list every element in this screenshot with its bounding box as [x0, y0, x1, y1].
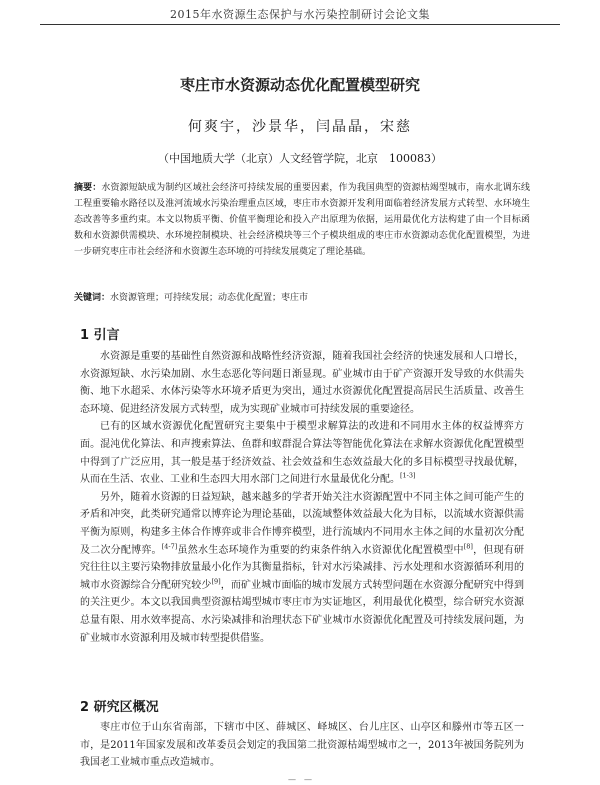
paragraph-text: 已有的区域水资源优化配置研究主要集中于模型求解算法的改进和不同用水主体的权益博弈方面。混沌优化算法、和声搜索算法、鱼群和蚁群混合算法等智能优化算法在求解水资源优化配置模型中得到了广泛应用，其一般是基于经济效益、社会效益和生态效益最大化的多目标模型寻找最优解，从而在生活、农业、工业和生态四大用水部门之间进行水量最优化分配。 [80, 421, 524, 486]
section-body-introduction [80, 348, 524, 647]
paragraph-text: 另外，随着水资源的日益短缺，越来越多的学者开始关注水资源配置中不同主体之间可能产生的矛盾和冲突，此类研究通常以博弈论为理论基础，以流域整体效益最大化为目标，以流域水资源供需平衡为原则，构建多主体合作博弈或非合作博弈模型，进行流域内不同用水主体之间的水量初次分配及二次分配博弈。 [80, 491, 524, 556]
citation: [1-3] [400, 471, 416, 480]
citation: [8] [463, 542, 473, 551]
paragraph [80, 418, 524, 488]
abstract [74, 180, 530, 260]
page-number: — — [288, 775, 312, 784]
section-body-study-area [80, 719, 524, 772]
section-heading-introduction: 1 引言 [80, 328, 120, 343]
running-header: 2015年水资源生态保护与水污染控制研讨会论文集 [170, 8, 430, 21]
paragraph-text: ，但现有研究往往以主要污染物排放量最小化作为其衡量指标，针对水污染减排、污水处理和水资源循环利用的城市水资源综合分配研究较少 [80, 544, 525, 591]
keywords-text: 水资源管理；可持续发展；动态优化配置；枣庄市 [110, 293, 309, 303]
paragraph [80, 348, 524, 418]
paragraph [80, 719, 524, 772]
paragraph-text: ，而矿业城市面临的城市发展方式转型问题在水资源分配研究中得到的关注更少。本文以我国典型资源枯竭型城市枣庄市为实证地区，利用最优化模型，综合研究水资源总量有限、用水效率提高、水污染减排和治理状态下矿业城市水资源优化配置及可持续发展问题，为矿业城市水资源利用及城市转型提供借鉴。 [80, 579, 525, 644]
affiliation: （中国地质大学（北京）人文经管学院，北京 100083） [158, 152, 442, 165]
citation: [4-7] [161, 542, 178, 551]
author-list: 何爽宇，沙景华，闫晶晶，宋慈 [188, 119, 412, 135]
keywords [74, 290, 530, 306]
citation: [9] [211, 577, 221, 586]
paragraph [80, 489, 524, 647]
section-heading-study-area: 2 研究区概况 [80, 700, 159, 715]
header-divider [40, 24, 560, 25]
paragraph-text: 枣庄市位于山东省南部，下辖市中区、薛城区、峄城区、台儿庄区、山亭区和滕州市等五区一市，是2011年国家发展和改革委员会划定的我国第二批资源枯竭型城市之一，2013年被国务院列为我国老工业城市重点改造城市。 [80, 722, 524, 769]
abstract-text: 水资源短缺成为制约区域社会经济可持续发展的重要因素，作为我国典型的资源枯竭型城市，南水北调东线工程重要输水路径以及淮河流域水污染治理重点区域，枣庄市水资源开发利用面临着经济发展方式转型、水环境生态改善等多重约束。本文以物质平衡、价值平衡理论和投入产出原理为依据，运用最优化方法构建了由一个目标函数和水资源供需模块、水环境控制模块、社会经济模块等三个子模块组成的枣庄市水资源动态优化配置模型，为进一步研究枣庄市社会经济和水资源生态环境的可持续发展奠定了理论基础。 [74, 183, 530, 257]
paragraph-text: 水资源是重要的基础性自然资源和战略性经济资源，随着我国社会经济的快速发展和人口增长，水资源短缺、水污染加剧、水生态恶化等问题日渐显现。矿业城市由于矿产资源开发导致的水供需失衡、地下水超采、水体污染等水环境矛盾更为突出，通过水资源优化配置提高居民生活质量、改善生态环境、促进经济发展方式转型，成为实现矿业城市可持续发展的重要途径。 [80, 351, 524, 415]
abstract-label: 摘要： [74, 183, 102, 193]
paper-title: 枣庄市水资源动态优化配置模型研究 [179, 76, 420, 94]
keywords-label: 关键词： [74, 293, 111, 303]
paragraph-text: 虽然水生态环境作为重要的约束条件纳入水资源优化配置模型中 [177, 544, 464, 556]
